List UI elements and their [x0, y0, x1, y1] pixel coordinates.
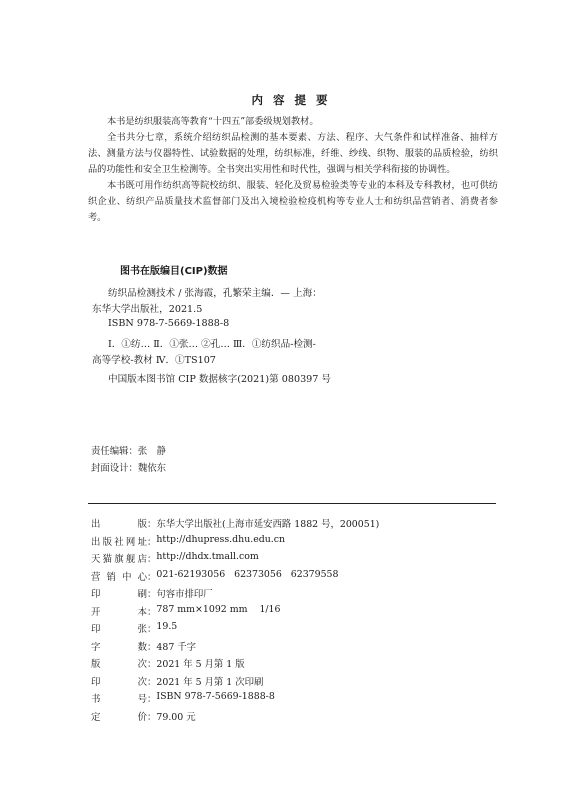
publication-row [91, 586, 213, 600]
publication-row [91, 569, 339, 583]
publication-label: 印 次 [91, 676, 147, 688]
publication-value: 句容市排印厂 [156, 589, 213, 600]
publication-value: 79.00 元 [156, 711, 196, 723]
summary-title: 内 容 提 要 [251, 93, 331, 107]
publication-value: 东华大学出版社(上海市延安西路 1882 号，200051) [156, 519, 380, 530]
publication-colon: ： [147, 554, 157, 565]
publication-label: 开 本 [91, 606, 147, 618]
publication-colon: ： [147, 676, 157, 688]
publication-value: ISBN 978-7-5669-1888-8 [156, 691, 275, 702]
publication-value: 021-62193056 62373056 62379558 [156, 568, 339, 580]
publication-value: 19.5 [156, 621, 178, 632]
publication-label: 出 版 [91, 519, 147, 530]
cover-design-credit: 封面设计：魏依东 [91, 463, 167, 474]
cip-line-1: 纺织品检测技术 / 张海霞，孔繁荣主编．— 上海： [108, 288, 322, 299]
publication-colon: ： [147, 659, 157, 670]
publication-colon: ： [147, 641, 157, 653]
publication-colon: ： [147, 536, 157, 548]
publication-label: 营 销 中 心 [91, 571, 147, 583]
publication-value: 787 mm×1092 mm 1/16 [156, 603, 281, 615]
publication-label: 出 版 社 网 址 [91, 536, 147, 548]
publication-label: 天 猫 旗 舰 店 [91, 554, 147, 565]
publication-colon: ： [147, 519, 157, 530]
publication-row [91, 639, 196, 653]
publication-row [91, 516, 379, 530]
publication-row [91, 551, 259, 565]
publication-colon: ： [147, 571, 157, 583]
publication-colon: ： [147, 711, 157, 723]
publication-row [91, 604, 281, 618]
summary-paragraph-2: 全书共分七章，系统介绍纺织品检测的基本要素、方法、程序、大气条件和试样准备、抽样方法、测量方法与仪器特性、试验数据的处理，纺织标准，纤维、纱线、织物、服装的品质检验，纺织品的功能性和安全卫生检测等。全书突出实用性和时代性，强调与相关学科衔接的协调性。 [88, 132, 498, 175]
publication-value: 2021 年 5 月第 1 次印刷 [156, 676, 264, 688]
publication-label: 书 号 [91, 694, 147, 705]
publication-label: 定 价 [91, 711, 147, 723]
cip-heading: 图书在版编目(CIP)数据 [120, 266, 228, 277]
publication-row [91, 674, 263, 688]
divider-rule [88, 503, 496, 504]
publication-row [91, 691, 275, 705]
publication-colon: ： [147, 694, 157, 705]
cip-line-3: ISBN 978-7-5669-1888-8 [108, 318, 230, 329]
publication-colon: ： [147, 606, 157, 618]
publication-label: 印 张 [91, 624, 147, 635]
publication-value: 487 千字 [156, 641, 197, 653]
publication-row [91, 656, 245, 670]
publication-label: 版 次 [91, 659, 147, 670]
publication-value: 2021 年 5 月第 1 版 [156, 659, 245, 670]
publication-value: http://dhupress.dhu.edu.cn [156, 533, 286, 545]
cip-line-2: 东华大学出版社，2021.5 [92, 304, 203, 315]
publication-row [91, 534, 285, 548]
publication-label: 字 数 [91, 641, 147, 653]
publication-row [91, 709, 196, 723]
cip-line-5: 高等学校-教材 Ⅳ．①TS107 [92, 355, 216, 366]
publication-row [91, 621, 177, 635]
publication-value: http://dhdx.tmall.com [156, 551, 259, 562]
publication-colon: ： [147, 589, 157, 600]
cip-line-4: Ⅰ．①纺… Ⅱ．①张… ②孔… Ⅲ．①纺织品-检测- [108, 339, 316, 350]
publication-label: 印 刷 [91, 589, 147, 600]
cip-line-6: 中国版本图书馆 CIP 数据核字(2021)第 080397 号 [108, 374, 332, 385]
summary-paragraph-1: 本书是纺织服装高等教育“十四五”部委级规划教材。 [107, 116, 319, 127]
summary-paragraph-3: 本书既可用作纺织高等院校纺织、服装、轻化及贸易检验类等专业的本科及专科教材，也可供纺织企业、纺织产品质量技术监督部门及出入境检验检疫机构等专业人士和纺织品营销者、消费者参考。 [88, 180, 498, 223]
editor-credit: 责任编辑：张 静 [91, 446, 167, 457]
publication-colon: ： [147, 624, 157, 635]
